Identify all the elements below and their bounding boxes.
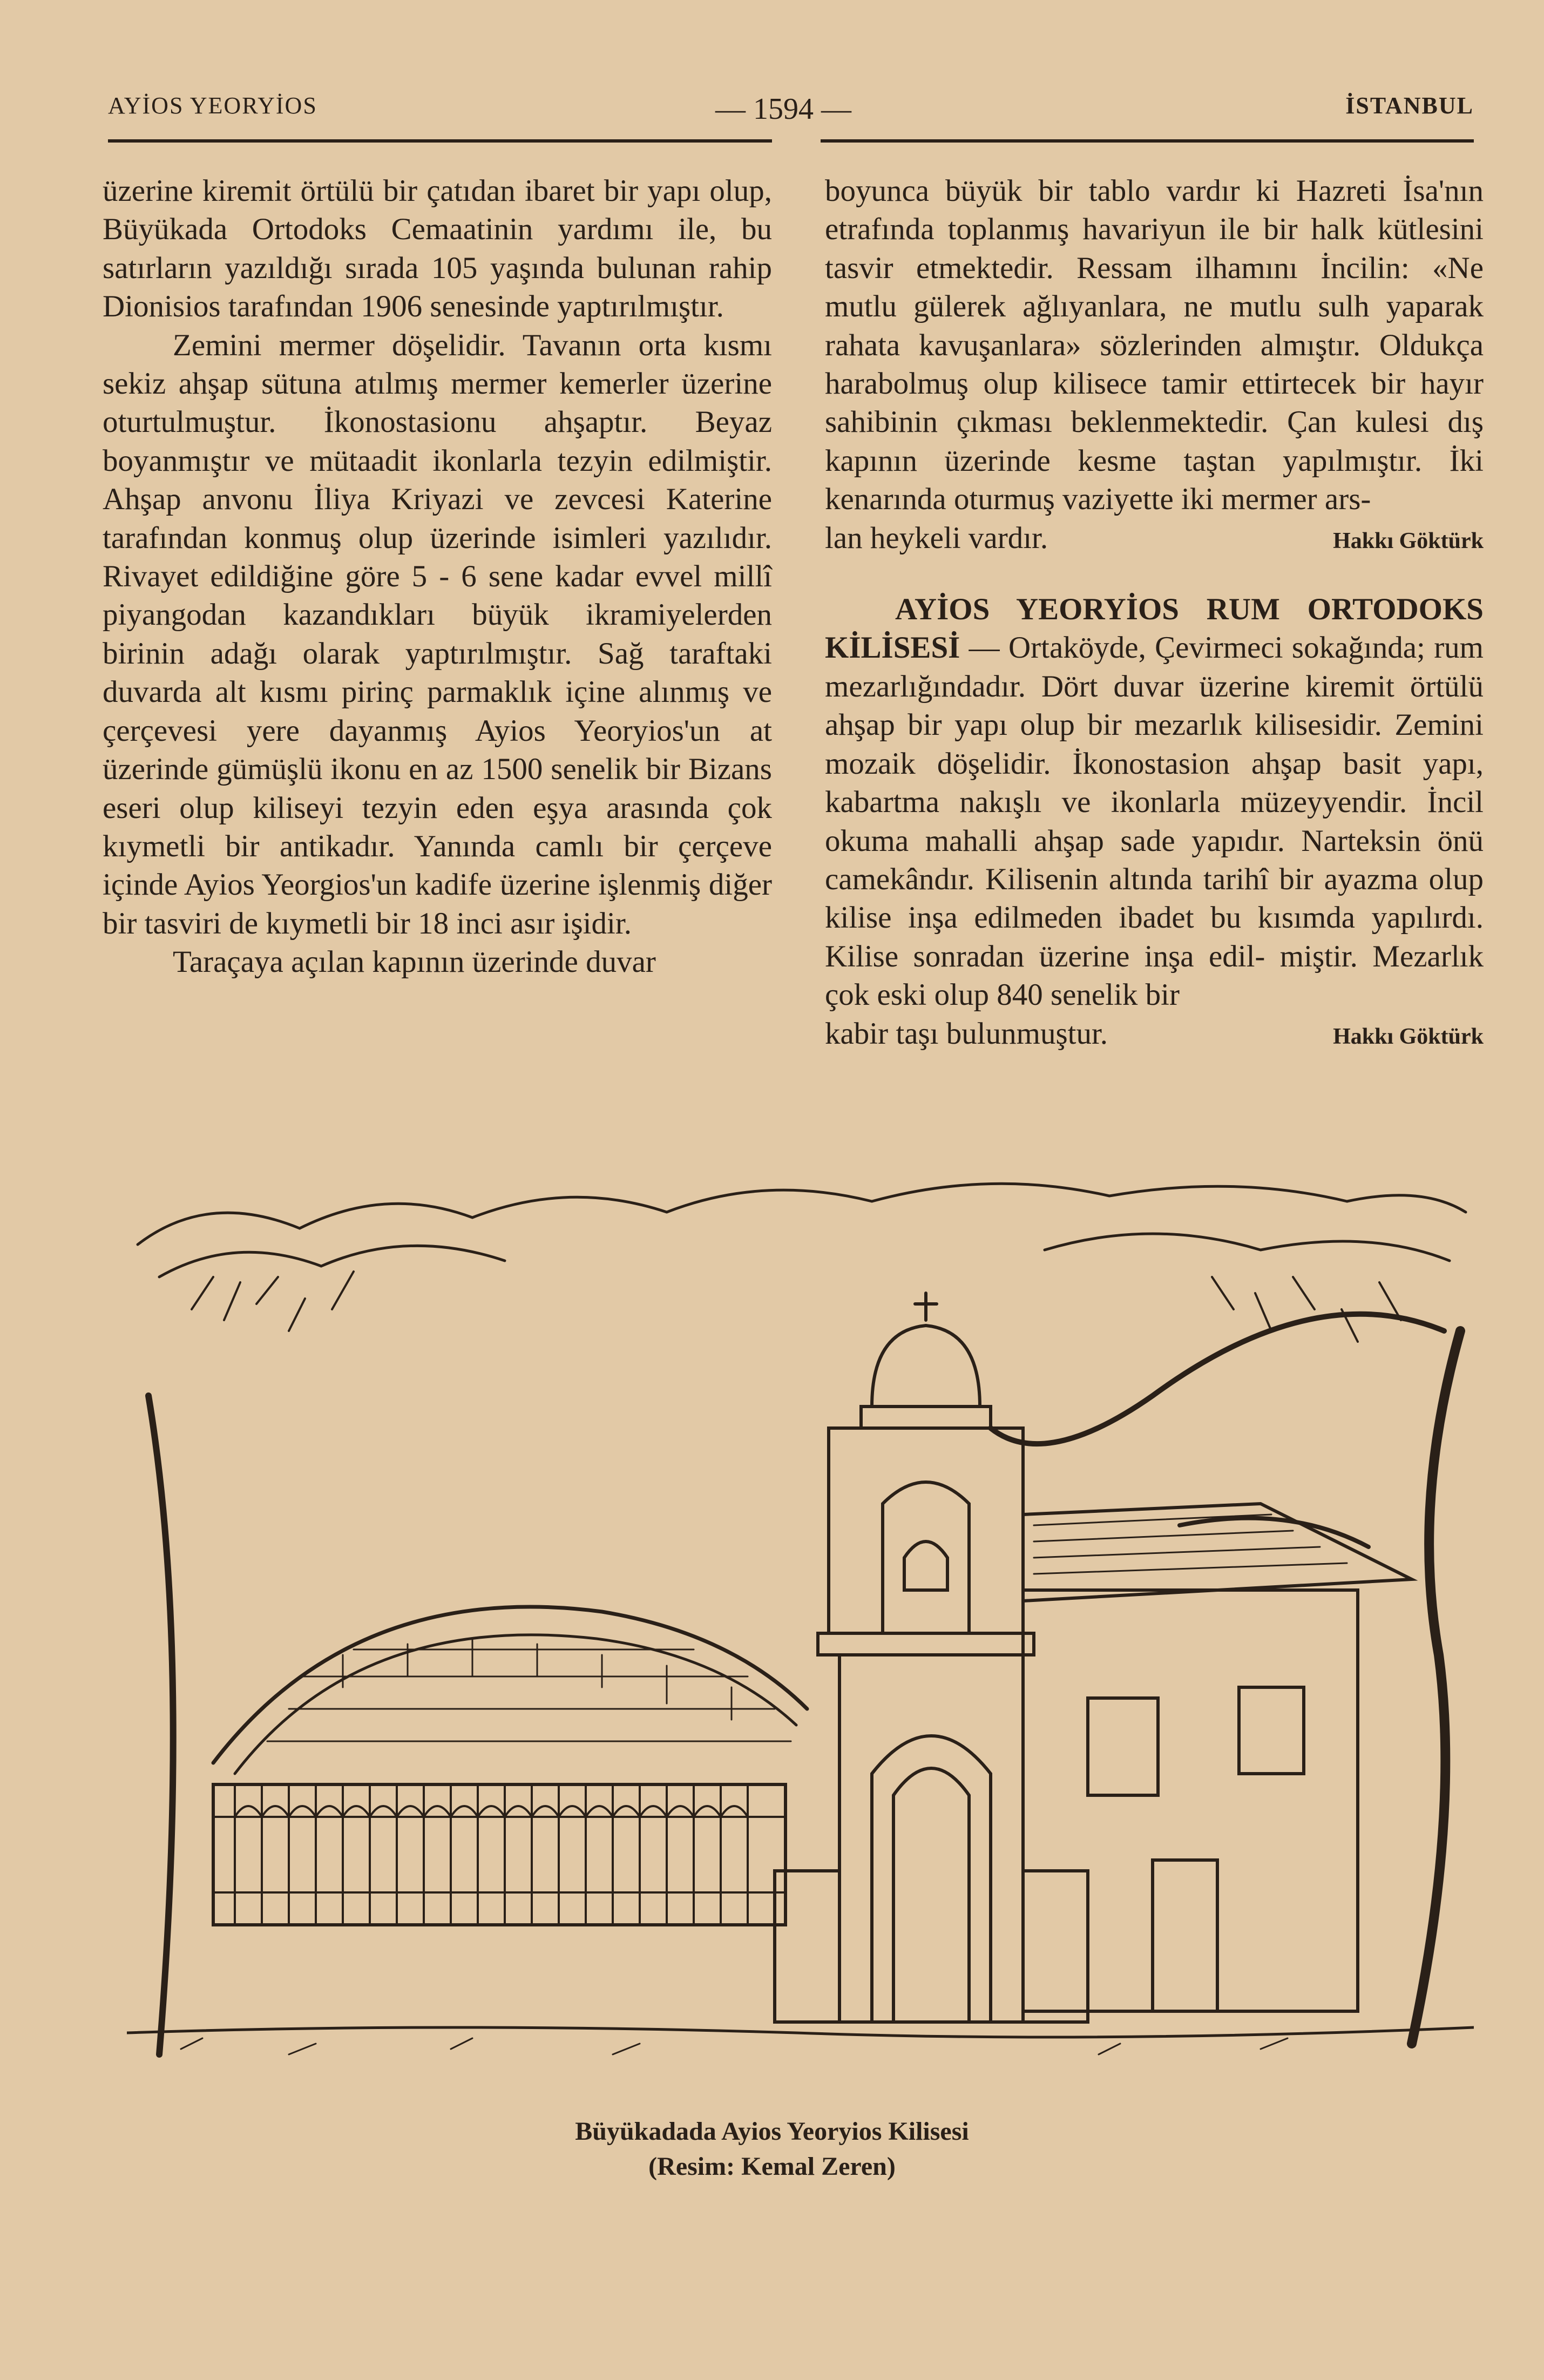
left-paragraph-1: üzerine kiremit örtülü bir çatıdan ibaret bir yapı olup, Büyükada Ortodoks Cemaatinin yardımı ile, bu satırların yazıldığı sırada 105 yaşında bulunan rahip Dionisios tarafından 1906 senesinde yaptırılmıştır. [103,174,772,324]
right-paragraph-1-text: boyunca büyük bir tablo vardır ki Hazreti İsa'nın etrafında toplanmış havariyun ile bir halk kütlesini tasvir etmektedir. Ressam ilhamını İncilin: «Ne mutlu gülerek ağlıyanlara, ne mutlu sulh yaparak rahata kavuşanlara» sözlerinden almıştır. Oldukça harabolmuş olup kilisece tamir ettirtecek bir hayır sahibinin çıkması beklenmektedir. Çan kulesi dış kapının üzerinde kesme taştan yapılmıştır. İki kenarında oturmuş vaziyette iki mermer ars- [825,174,1484,517]
header-rule-left [108,139,772,143]
left-tree-trunk [148,1396,173,2054]
right-paragraph-2-end [825,1015,1484,1056]
right-paragraph-2-last: kabir taşı bulunmuştur. [825,1016,1108,1051]
left-paragraph-3: Taraçaya açılan kapının üzerinde duvar [173,945,656,979]
church-building [1023,1504,1412,2011]
right-paragraph-1 [825,172,1484,519]
page-number: — 1594 — [715,92,851,126]
right-column [825,172,1484,1056]
garden-wall-arch [213,1607,807,1763]
author-signature-2: Hakkı Göktürk [1333,1024,1484,1049]
right-paragraph-1-last: lan heykeli vardır. [825,520,1048,555]
entrance-portico [775,1655,1088,2022]
right-paragraph-2 [825,590,1484,1014]
running-header [108,92,1474,130]
header-rule-right [821,139,1474,143]
left-column [103,172,772,982]
article-heading: AYİOS YEORYİOS RUM ORTODOKS KİLİSESİ [825,592,1484,665]
tree-trunk [1412,1331,1460,2044]
left-paragraph-2: Zemini mermer döşelidir. Tavanın orta kısmı sekiz ahşap sütuna atılmış mermer kemerler üzerine oturtulmuştur. İkonostasionu ahşaptır. Beyaz boyanmıştır ve mütaadit ikonlarla tezyin edilmiştir. Ahşap anvonu İliya Kriyazi ve zevcesi Katerine tarafından konmuş olup üzerinde isimleri yazılıdır. Rivayet edildiğine göre 5 - 6 sene kadar evvel millî piyangodan kazandıkları büyük ikramiyelerden birinin adağı olarak yaptırılmıştır. Sağ taraftaki duvarda alt kısmı pirinç parmaklık içine alınmış ve çerçevesi yere dayanmış Ayios Yeoryios'un at üzerinde gümüşlü ikonu en az 1500 senelik bir Bizans eseri olup kiliseyi tezyin eden eşya arasında çok kıymetli bir antikadır. Yanında camlı bir çerçeve içinde Ayios Yeorgios'un kadife üzerine işlenmiş diğer bir tasviri de kıymetli bir 18 inci asır işidir. [103,328,772,941]
header-city: İSTANBUL [1345,92,1474,119]
header-section-title: AYİOS YEORYİOS [108,92,317,119]
right-paragraph-2-fill: miştir. Mezarlık çok eski olup 840 senelik bir [825,939,1484,1012]
bell-tower [818,1293,1034,1655]
tree-canopy [138,1184,1466,1245]
illustration-credit: (Resim: Kemal Zeren) [648,2152,896,2181]
right-paragraph-1-end [825,519,1484,560]
illustration-caption: Büyükadada Ayios Yeoryios Kilisesi [575,2117,969,2146]
author-signature-1: Hakkı Göktürk [1333,528,1484,553]
right-paragraph-2-text: — Ortaköyde, Çevirmeci sokağında; rum mezarlığındadır. Dört duvar üzerine kiremit örtülü ahşap bir yapı olup bir mezarlık kilisesidir. Zemini mozaik döşelidir. İkonostasion ahşap basit yapı, kabartma nakışlı ve ikonlarla müzeyyendir. İncil okuma mahalli ahşap sade yapıdır. Narteksin önü camekândır. Kilisenin altında tarihî bir ayazma olup kilise inşa edilmeden ibadet bu kısımda yapılırdı. Kilise sonradan üzerine inşa edil- [825,631,1484,973]
iron-fence [213,1784,785,1925]
ground [127,2027,1474,2037]
church-illustration [127,1169,1474,2068]
